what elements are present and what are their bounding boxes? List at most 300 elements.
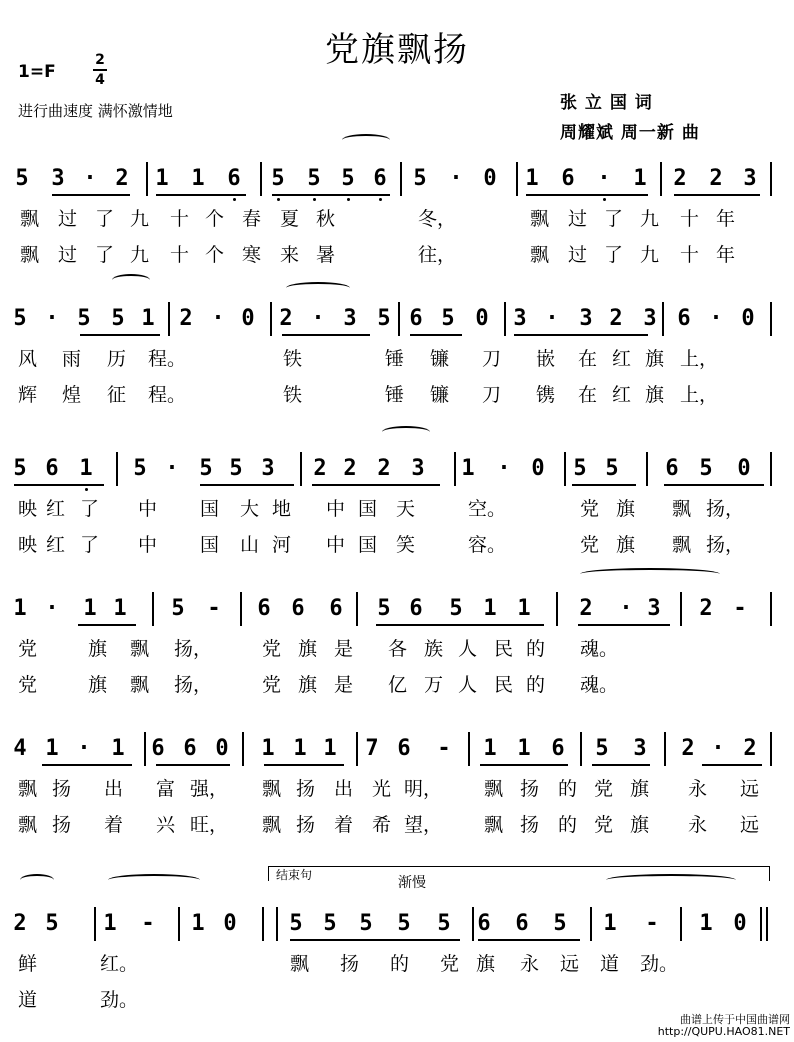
lyric-syllable: 扬 [340, 953, 360, 975]
lyric-syllable: 刀 [482, 384, 502, 406]
lyric-syllable: 旗 [616, 534, 636, 556]
barline [766, 907, 768, 941]
lyric-syllable: 九 [130, 244, 150, 266]
note: 6 [227, 166, 241, 191]
slur [382, 426, 430, 438]
note: 2 [313, 456, 327, 481]
note: 5 [449, 596, 463, 621]
barline [262, 907, 264, 941]
lyric-syllable: 年 [716, 208, 736, 230]
note: 5 [341, 166, 355, 191]
lyric-syllable: 党 [580, 498, 600, 520]
barline [144, 732, 146, 766]
note: 6 [677, 306, 691, 331]
lyric-syllable: 强， [190, 778, 229, 800]
lyric-syllable: 永 [688, 778, 708, 800]
beam-underline [572, 484, 636, 486]
note: 6 [477, 911, 491, 936]
note: · [709, 306, 723, 331]
composer-credit: 周耀斌 周一新 曲 [560, 123, 700, 143]
lyric-syllable: 上， [680, 384, 719, 406]
octave-dot [85, 488, 88, 491]
lyric-syllable: 了 [80, 498, 100, 520]
lyric-syllable: 民 [494, 638, 514, 660]
lyric-syllable: 飘 [20, 208, 40, 230]
lyric-syllable: 了 [95, 208, 115, 230]
note: 5 [229, 456, 243, 481]
lyric-syllable: 程。 [148, 384, 187, 406]
lyric-syllable: 红 [612, 384, 632, 406]
lyric-syllable: 在 [578, 348, 598, 370]
lyric-syllable: 年 [716, 244, 736, 266]
note: 5 [377, 306, 391, 331]
barline [662, 302, 664, 336]
note: 2 [681, 736, 695, 761]
barline [242, 732, 244, 766]
lyric-syllable: 笑 [396, 534, 416, 556]
lyric-syllable: 九 [130, 208, 150, 230]
lyric-syllable: 党 [440, 953, 460, 975]
lyric-syllable: 永 [520, 953, 540, 975]
lyric-syllable: 飘 [130, 674, 150, 696]
barline [94, 907, 96, 941]
lyric-syllable: 党 [262, 638, 282, 660]
barline [660, 162, 662, 196]
note: · [45, 306, 59, 331]
beam-underline [480, 764, 568, 766]
slur [286, 282, 350, 294]
lyric-syllable: 刀 [482, 348, 502, 370]
lyric-syllable: 旺， [190, 814, 229, 836]
lyric-syllable: 扬 [52, 778, 72, 800]
lyric-syllable: 映 [18, 498, 38, 520]
note: 1 [517, 736, 531, 761]
note: - [141, 911, 155, 936]
note: 2 [343, 456, 357, 481]
lyric-syllable: 十 [170, 208, 190, 230]
note: 5 [271, 166, 285, 191]
lyric-syllable: 党 [580, 534, 600, 556]
lyric-syllable: 锤 [385, 348, 405, 370]
barline [178, 907, 180, 941]
slur [580, 568, 720, 580]
lyric-syllable: 的 [526, 674, 546, 696]
lyric-syllable: 十 [680, 208, 700, 230]
note: 6 [551, 736, 565, 761]
beam-underline [578, 624, 670, 626]
note: · [497, 456, 511, 481]
lyric-syllable: 兴 [156, 814, 176, 836]
note: 5 [133, 456, 147, 481]
lyric-syllable: 暑 [316, 244, 336, 266]
footer-url: http://QUPU.HAO81.NET [657, 1025, 790, 1038]
note: 0 [223, 911, 237, 936]
note: 3 [513, 306, 527, 331]
lyric-syllable: 空。 [468, 498, 507, 520]
lyric-syllable: 万 [424, 674, 444, 696]
note: 1 [261, 736, 275, 761]
lyric-syllable: 党 [594, 778, 614, 800]
slur [108, 874, 200, 886]
lyric-syllable: 飘 [18, 814, 38, 836]
ending-label: 结束句 [276, 868, 313, 882]
beam-underline [200, 484, 294, 486]
lyric-syllable: 扬， [706, 498, 745, 520]
barline [580, 732, 582, 766]
note: 2 [709, 166, 723, 191]
lyric-syllable: 夏 [280, 208, 300, 230]
lyric-syllable: 飘 [484, 778, 504, 800]
lyric-syllable: 鲜 [18, 953, 38, 975]
beam-underline [514, 334, 648, 336]
lyric-syllable: 旗 [298, 674, 318, 696]
lyric-syllable: 河 [272, 534, 292, 556]
lyric-syllable: 出 [104, 778, 124, 800]
barline [770, 302, 772, 336]
note: - [207, 596, 221, 621]
lyric-syllable: 征 [107, 384, 127, 406]
barline [680, 907, 682, 941]
note: 6 [257, 596, 271, 621]
barline [152, 592, 154, 626]
note: 6 [373, 166, 387, 191]
barline [504, 302, 506, 336]
note: 1 [461, 456, 475, 481]
ritardando-label: 渐慢 [398, 875, 426, 891]
note: 6 [561, 166, 575, 191]
slur [20, 874, 54, 886]
note: 1 [191, 911, 205, 936]
note: 5 [441, 306, 455, 331]
lyric-syllable: 扬 [520, 778, 540, 800]
lyric-syllable: 族 [424, 638, 444, 660]
lyric-syllable: 民 [494, 674, 514, 696]
lyric-syllable: 飘 [290, 953, 310, 975]
lyrics-verse-1 [0, 949, 794, 977]
note: 5 [171, 596, 185, 621]
lyric-syllable: 了 [604, 244, 624, 266]
barline [398, 302, 400, 336]
note: 5 [573, 456, 587, 481]
lyric-syllable: 个 [205, 244, 225, 266]
barline [400, 162, 402, 196]
octave-dot [233, 198, 236, 201]
lyric-syllable: 了 [95, 244, 115, 266]
lyric-syllable: 飘 [484, 814, 504, 836]
barline [770, 592, 772, 626]
note: 3 [643, 306, 657, 331]
barline [680, 592, 682, 626]
lyrics-verse-1 [0, 204, 794, 232]
lyric-syllable: 往， [418, 244, 457, 266]
note: 0 [215, 736, 229, 761]
note: 1 [155, 166, 169, 191]
lyric-syllable: 旗 [616, 498, 636, 520]
note: 5 [199, 456, 213, 481]
lyric-syllable: 过 [58, 244, 78, 266]
note: 2 [743, 736, 757, 761]
barline [646, 452, 648, 486]
lyric-syllable: 红 [46, 498, 66, 520]
note: 2 [699, 596, 713, 621]
lyric-syllable: 扬 [296, 778, 316, 800]
lyric-syllable: 扬， [174, 638, 213, 660]
lyric-syllable: 远 [740, 778, 760, 800]
lyric-syllable: 的 [558, 778, 578, 800]
note: 5 [605, 456, 619, 481]
lyric-syllable: 是 [334, 638, 354, 660]
lyric-syllable: 大 [240, 498, 260, 520]
lyric-syllable: 着 [334, 814, 354, 836]
lyric-syllable: 道 [18, 989, 38, 1011]
lyric-syllable: 着 [104, 814, 124, 836]
note: 6 [45, 456, 59, 481]
note: 3 [743, 166, 757, 191]
note: 6 [409, 596, 423, 621]
note: · [449, 166, 463, 191]
lyric-syllable: 人 [458, 674, 478, 696]
lyric-syllable: 山 [240, 534, 260, 556]
lyric-syllable: 的 [526, 638, 546, 660]
lyric-syllable: 风 [18, 348, 38, 370]
barline [276, 907, 278, 941]
note: 1 [699, 911, 713, 936]
lyric-syllable: 飘 [18, 778, 38, 800]
beam-underline [14, 484, 104, 486]
lyric-syllable: 春 [242, 208, 262, 230]
note: 1 [13, 596, 27, 621]
beam-underline [664, 484, 764, 486]
lyric-syllable: 镰 [430, 348, 450, 370]
barline [770, 452, 772, 486]
note: 5 [15, 166, 29, 191]
lyric-syllable: 旗 [630, 814, 650, 836]
lyrics-verse-2 [0, 985, 794, 1013]
key-signature: 1=F [18, 62, 56, 82]
lyric-syllable: 的 [558, 814, 578, 836]
note: 1 [191, 166, 205, 191]
lyric-syllable: 亿 [388, 674, 408, 696]
lyric-syllable: 秋 [316, 208, 336, 230]
slur [606, 874, 736, 886]
barline [260, 162, 262, 196]
note: 1 [293, 736, 307, 761]
note: 0 [475, 306, 489, 331]
note: 5 [359, 911, 373, 936]
beam-underline [312, 484, 440, 486]
beam-underline [272, 194, 390, 196]
note: 0 [531, 456, 545, 481]
note: 1 [483, 596, 497, 621]
beam-underline [42, 764, 132, 766]
lyric-syllable: 劲。 [100, 989, 139, 1011]
octave-dot [379, 198, 382, 201]
beam-underline [526, 194, 648, 196]
barline [472, 907, 474, 941]
barline [770, 732, 772, 766]
lyric-syllable: 寒 [242, 244, 262, 266]
beam-underline [156, 764, 230, 766]
lyric-syllable: 雨 [62, 348, 82, 370]
lyric-syllable: 上， [680, 348, 719, 370]
lyric-syllable: 国 [358, 534, 378, 556]
note: 6 [515, 911, 529, 936]
note: 6 [151, 736, 165, 761]
note: - [437, 736, 451, 761]
note: 5 [553, 911, 567, 936]
lyric-syllable: 程。 [148, 348, 187, 370]
note: 5 [413, 166, 427, 191]
lyric-syllable: 党 [18, 638, 38, 660]
barline [168, 302, 170, 336]
barline [356, 732, 358, 766]
note: · [83, 166, 97, 191]
lyric-syllable: 飘 [20, 244, 40, 266]
note: 0 [733, 911, 747, 936]
lyric-syllable: 国 [200, 534, 220, 556]
note: · [597, 166, 611, 191]
lyric-syllable: 冬， [418, 208, 457, 230]
lyric-syllable: 富 [156, 778, 176, 800]
note: 1 [603, 911, 617, 936]
lyric-syllable: 了 [604, 208, 624, 230]
lyric-syllable: 飘 [262, 814, 282, 836]
note: · [77, 736, 91, 761]
octave-dot [603, 198, 606, 201]
lyric-syllable: 出 [334, 778, 354, 800]
lyric-syllable: 旗 [645, 348, 665, 370]
lyric-syllable: 远 [740, 814, 760, 836]
lyric-syllable: 来 [280, 244, 300, 266]
barline [770, 162, 772, 196]
meter-top: 2 [95, 52, 105, 68]
note: 3 [261, 456, 275, 481]
note: 1 [111, 736, 125, 761]
barline [300, 452, 302, 486]
lyric-syllable: 党 [18, 674, 38, 696]
barline [356, 592, 358, 626]
lyric-syllable: 中 [326, 534, 346, 556]
beam-underline [376, 624, 544, 626]
lyric-syllable: 嵌 [536, 348, 556, 370]
lyric-syllable: 过 [58, 208, 78, 230]
lyric-syllable: 了 [80, 534, 100, 556]
note: · [211, 306, 225, 331]
barline [664, 732, 666, 766]
note: 0 [241, 306, 255, 331]
note: · [311, 306, 325, 331]
lyric-syllable: 镌 [536, 384, 556, 406]
lyric-syllable: 历 [107, 348, 127, 370]
octave-dot [313, 198, 316, 201]
note: 2 [673, 166, 687, 191]
beam-underline [264, 764, 344, 766]
note: 5 [323, 911, 337, 936]
lyric-syllable: 红。 [100, 953, 139, 975]
note: 5 [595, 736, 609, 761]
lyric-syllable: 扬 [520, 814, 540, 836]
note: 1 [525, 166, 539, 191]
lyricist-credit: 张 立 国 词 [560, 93, 653, 113]
lyric-syllable: 劲。 [640, 953, 679, 975]
note: 0 [483, 166, 497, 191]
lyric-syllable: 铁 [283, 384, 303, 406]
lyric-syllable: 永 [688, 814, 708, 836]
octave-dot [347, 198, 350, 201]
lyric-syllable: 国 [358, 498, 378, 520]
lyric-syllable: 国 [200, 498, 220, 520]
note: 3 [51, 166, 65, 191]
beam-underline [674, 194, 760, 196]
lyric-syllable: 旗 [298, 638, 318, 660]
meter-bottom: 4 [95, 72, 105, 88]
lyric-syllable: 党 [594, 814, 614, 836]
note: 2 [13, 911, 27, 936]
octave-dot [277, 198, 280, 201]
barline [516, 162, 518, 196]
note: 5 [437, 911, 451, 936]
note: · [165, 456, 179, 481]
note: 0 [741, 306, 755, 331]
barline [240, 592, 242, 626]
lyric-syllable: 中 [138, 498, 158, 520]
footer-site-name: 曲谱上传于中国曲谱网 [680, 1013, 790, 1026]
lyric-syllable: 望， [404, 814, 443, 836]
note: · [45, 596, 59, 621]
note: 2 [579, 596, 593, 621]
barline [590, 907, 592, 941]
beam-underline [80, 334, 160, 336]
note: 2 [115, 166, 129, 191]
lyrics-verse-2 [0, 380, 794, 408]
note: 5 [111, 306, 125, 331]
note: 0 [737, 456, 751, 481]
note: 5 [13, 306, 27, 331]
barline [146, 162, 148, 196]
note: 2 [609, 306, 623, 331]
lyric-syllable: 旗 [88, 638, 108, 660]
lyric-syllable: 飘 [672, 498, 692, 520]
note: 7 [365, 736, 379, 761]
lyric-syllable: 旗 [476, 953, 496, 975]
note: 5 [289, 911, 303, 936]
barline [468, 732, 470, 766]
lyrics-verse-2 [0, 670, 794, 698]
note: 1 [83, 596, 97, 621]
note: · [545, 306, 559, 331]
note: 6 [397, 736, 411, 761]
note: 3 [343, 306, 357, 331]
note: 1 [323, 736, 337, 761]
barline [556, 592, 558, 626]
note: 5 [377, 596, 391, 621]
lyric-syllable: 锤 [385, 384, 405, 406]
note: 5 [699, 456, 713, 481]
beam-underline [52, 194, 130, 196]
note: 1 [141, 306, 155, 331]
lyric-syllable: 九 [640, 244, 660, 266]
note: 1 [79, 456, 93, 481]
lyric-syllable: 魂。 [580, 638, 619, 660]
lyrics-verse-2 [0, 530, 794, 558]
note: 2 [377, 456, 391, 481]
note: 1 [517, 596, 531, 621]
barline [564, 452, 566, 486]
lyric-syllable: 飘 [130, 638, 150, 660]
note: 5 [45, 911, 59, 936]
lyric-syllable: 扬， [174, 674, 213, 696]
barline [760, 907, 762, 941]
